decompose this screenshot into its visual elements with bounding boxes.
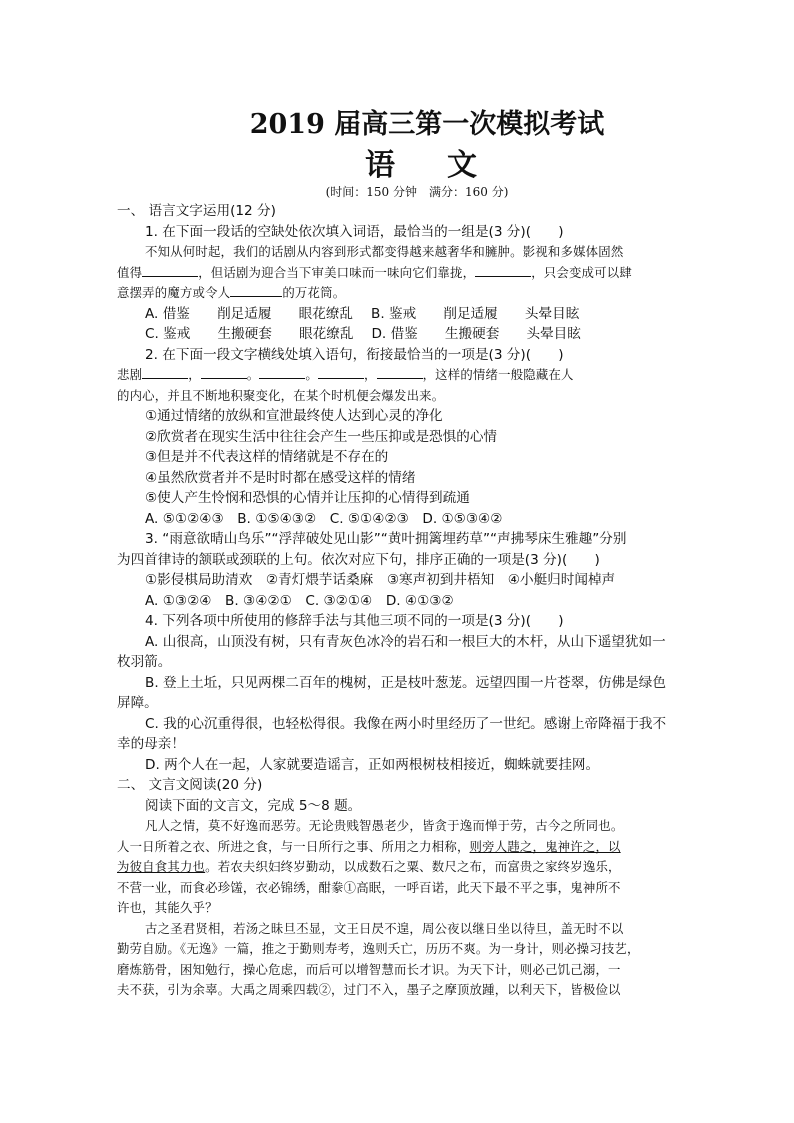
answer-blank <box>475 264 531 277</box>
option-a: A. 借鉴 削足适履 眼花缭乱 <box>145 305 354 322</box>
option-c: C. 鉴戒 生搬硬套 眼花缭乱 <box>145 326 354 342</box>
option-row: A. ⑤①②④③ B. ①⑤④③② C. ⑤①④②③ D. ①⑤③④② <box>145 510 503 527</box>
passage-line: 人一日所着之衣、所进之食，与一日所行之事、所用之力相称，则旁人韪之，鬼神许之，以 <box>117 838 621 854</box>
passage-line: 凡人之情，莫不好逸而恶劳。无论贵贱智愚老少，皆贪于逸而惮于劳，古今之所同也。 <box>145 818 624 833</box>
option-c-cont: 幸的母亲！ <box>117 736 185 752</box>
passage-line: 值得 ，但话剧为迎合当下审美口味而一味向它们靠拢， ，只会变成可以肆 <box>117 264 632 280</box>
question-stem: 为四首律诗的颔联或颈联的上句。依次对应下句，排序正确的一项是(3 分)( ) <box>117 551 600 568</box>
underlined-sentence: 为彼自食其力也 <box>117 859 206 874</box>
option-row <box>117 304 683 325</box>
passage-line: 的内心，并且不断地积聚变化，在某个时机便会爆发出来。 <box>117 387 445 403</box>
option-a: A. 山很高，山顶没有树，只有青灰色冰冷的岩石和一根巨大的木杆，从山下遥望犹如一 <box>145 633 666 650</box>
section-heading: 二、 文言文阅读(20 分) <box>117 777 263 793</box>
section-heading: 一、 语言文字运用(12 分) <box>117 203 276 219</box>
passage-line: 不知从何时起，我们的话剧从内容到形式都变得越来越奢华和臃肿。影视和多媒体固然 <box>145 244 624 259</box>
passage-line: 勤劳自励。《无逸》一篇，推之于勤则寿考，逸则夭亡，历历不爽。为一身计，则必操习技艺， <box>117 941 640 956</box>
answer-blank <box>259 366 305 379</box>
answer-blank <box>201 366 247 379</box>
option-a-cont: 枚羽箭。 <box>117 654 172 670</box>
option-row <box>117 324 683 345</box>
question-stem: 3. “雨意欲晴山鸟乐”“浮萍破处见山影”“黄叶拥篱埋药草”“声拂琴床生雅趣”分别 <box>145 531 627 547</box>
question-stem: 2. 在下面一段文字横线处填入语句，衔接最恰当的一项是(3 分)( ) <box>145 346 564 363</box>
answer-blank <box>230 284 282 297</box>
exam-title: 2019 届高三第一次模拟考试 <box>249 109 605 140</box>
underlined-sentence: 则旁人韪之，鬼神许之，以 <box>469 838 621 854</box>
list-item: ⑤使人产生怜悯和恐惧的心情并让压抑的心情得到疏通 <box>145 490 470 506</box>
reading-intro: 阅读下面的文言文，完成 5～8 题。 <box>145 797 362 814</box>
passage-line: 古之圣君贤相，若汤之昧旦丕显，文王日昃不遑，周公夜以继日坐以待旦，盖无时不以 <box>145 920 624 936</box>
option-b: B. 登上土坵，只见两棵二百年的槐树，正是枝叶葱茏。远望四围一片苍翠，仿佛是绿色 <box>145 674 666 691</box>
passage-line: 夫不获，引为余辜。大禹之周乘四载②，过门不入，墨子之摩顶放踵，以利天下，皆极俭以 <box>117 982 621 997</box>
list-item: ③但是并不代表这样的情绪就是不存在的 <box>145 449 389 465</box>
question-stem: 1. 在下面一段话的空缺处依次填入词语，最恰当的一组是(3 分)( ) <box>145 223 564 240</box>
option-row: A. ①③②④ B. ③④②① C. ③②①④ D. ④①③② <box>145 592 454 609</box>
passage-line: 为彼自食其力也。若农夫织妇终岁勤动，以成数石之粟、数尺之布，而富贵之家终岁逸乐， <box>117 859 621 874</box>
answer-blank <box>142 366 188 379</box>
subject-title: 语文 <box>365 148 529 183</box>
list-item: ①影侵棋局助清欢 ②青灯煨芋话桑麻 ③寒声初到井梧知 ④小艇归时闻棹声 <box>145 572 616 588</box>
option-d: D. 借鉴 生搬硬套 头晕目眩 <box>371 326 581 342</box>
answer-blank <box>318 366 364 379</box>
option-b-cont: 屏障。 <box>117 695 158 711</box>
list-item: ④虽然欣赏者并不是时时都在感受这样的情绪 <box>145 469 416 486</box>
option-c: C. 我的心沉重得很，也轻松得很。我像在两小时里经历了一世纪。感谢上帝降福于我不 <box>145 715 667 732</box>
answer-blank <box>377 366 423 379</box>
passage-line: 许也，其能久乎？ <box>117 900 218 915</box>
passage-line: 悲剧 ， 。 。 ， ，这样的情绪一般隐藏在人 <box>117 367 574 382</box>
question-stem: 4. 下列各项中所使用的修辞手法与其他三项不同的一项是(3 分)( ) <box>145 613 564 629</box>
passage-line: 磨炼筋骨，困知勉行，操心危虑，而后可以增智慧而长才识。为天下计，则必己饥己溺，一 <box>117 961 621 977</box>
answer-blank <box>142 264 198 277</box>
exam-body <box>117 201 683 1001</box>
list-item: ①通过情绪的放纵和宣泄最终使人达到心灵的净化 <box>145 408 443 424</box>
exam-info: (时间：150 分钟 满分：160 分) <box>325 185 509 199</box>
option-d: D. 两个人在一起，人家就要造谣言，正如两根树枝相接近，蜘蛛就要挂网。 <box>145 756 600 773</box>
passage-line: 意摆弄的魔方或令人 的万花筒。 <box>117 285 346 300</box>
option-b: B. 鉴戒 削足适履 头晕目眩 <box>371 305 580 322</box>
passage-line: 不营一业，而食必珍馐，衣必锦绣，酣豢①高眠，一呼百诺，此天下最不平之事，鬼神所不 <box>117 879 621 895</box>
list-item: ②欣赏者在现实生活中往往会产生一些压抑或是恐惧的心情 <box>145 428 498 445</box>
